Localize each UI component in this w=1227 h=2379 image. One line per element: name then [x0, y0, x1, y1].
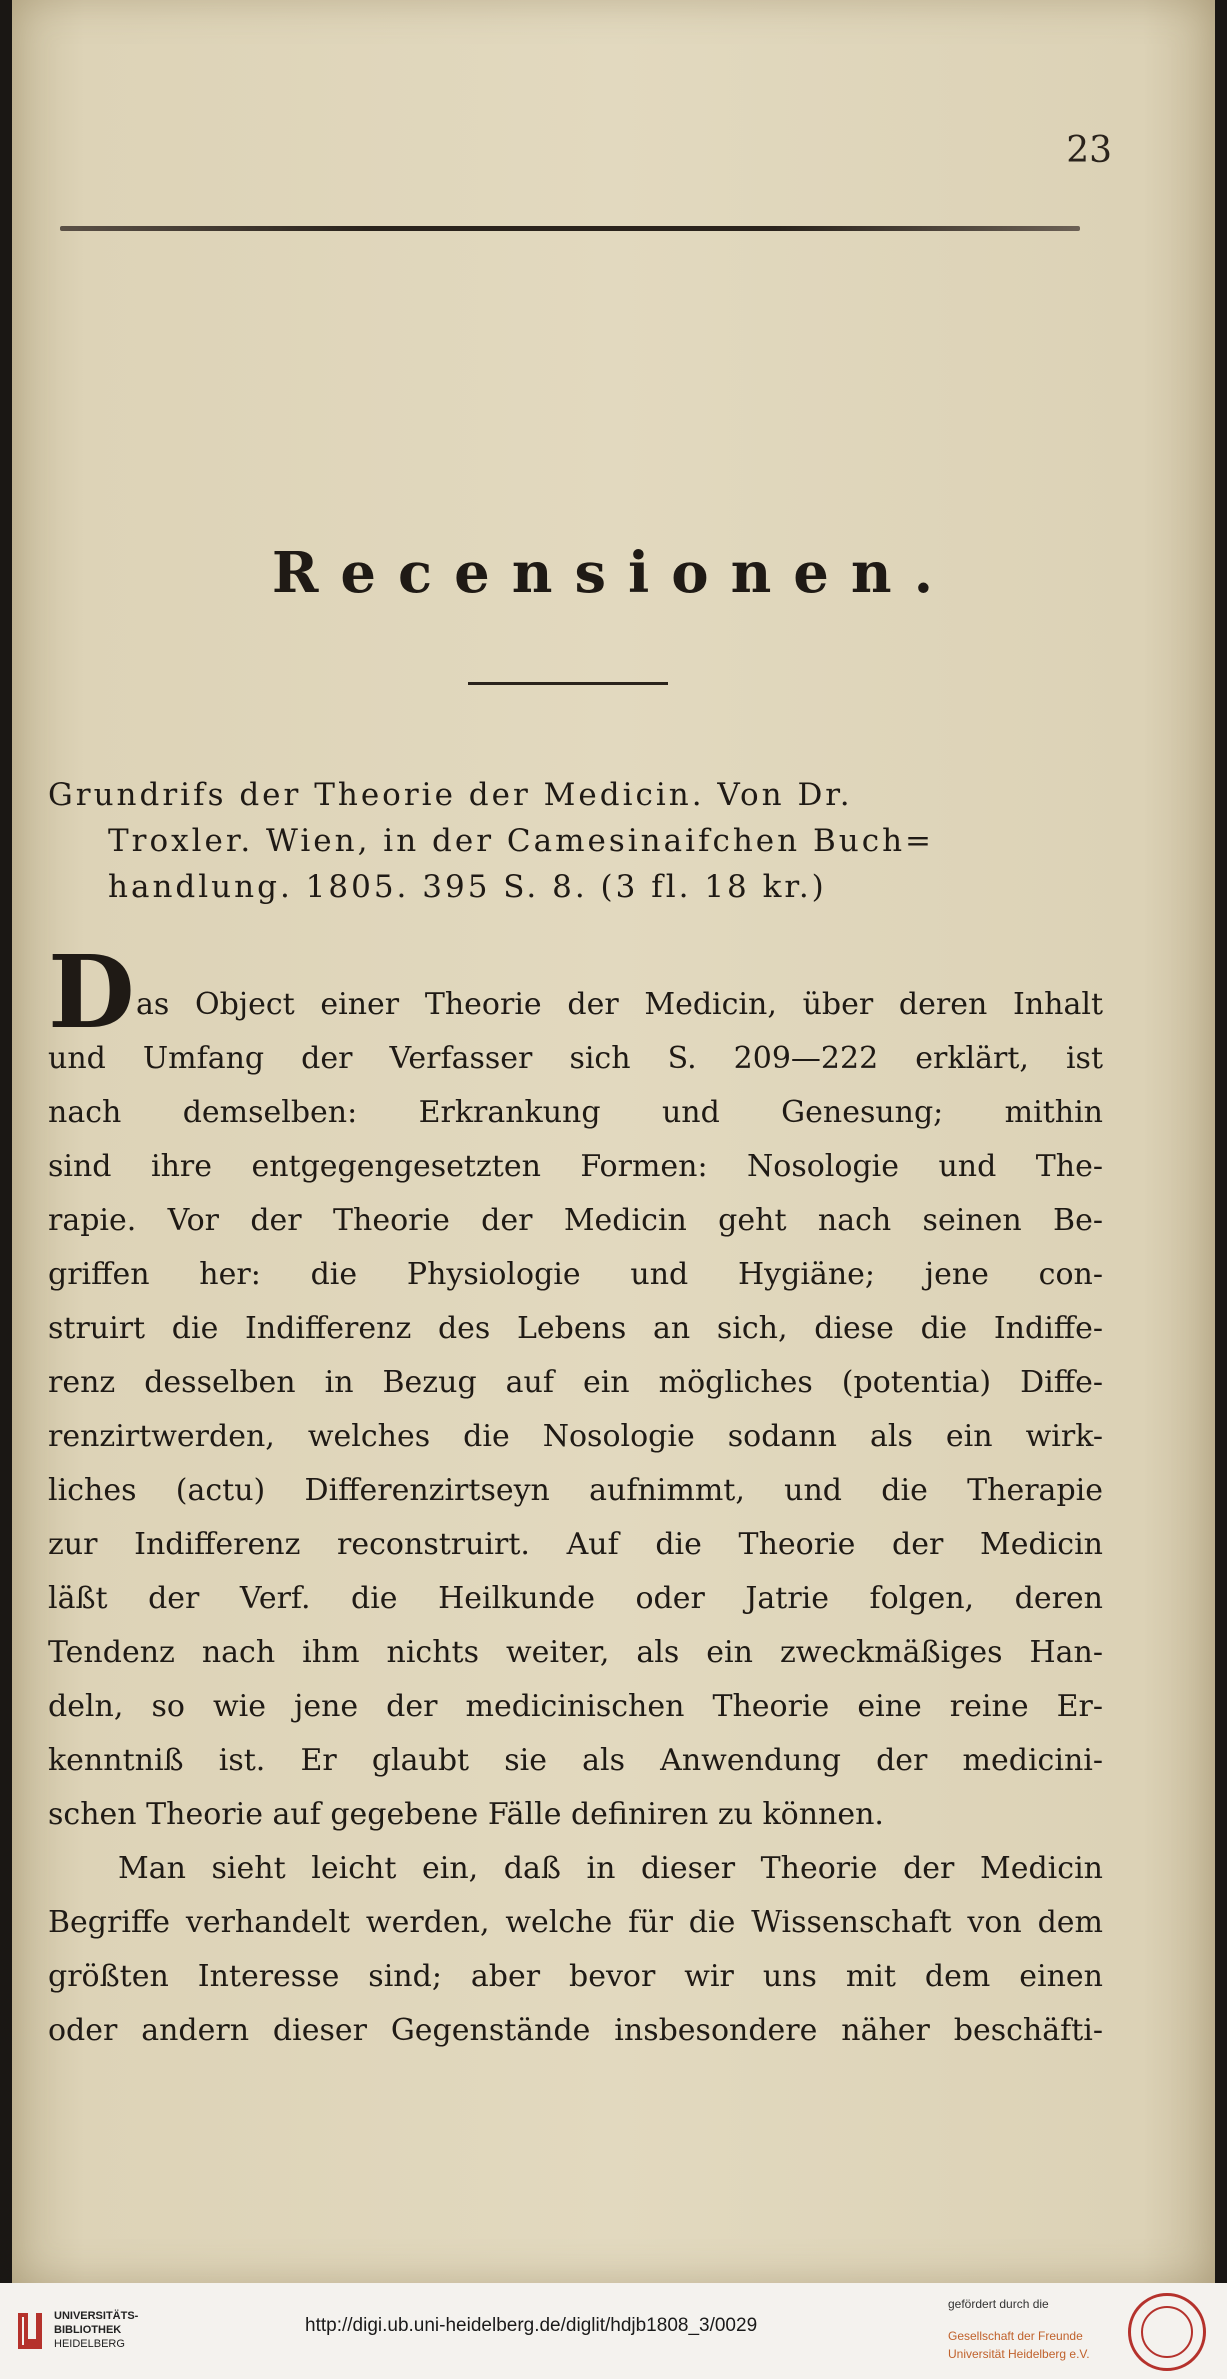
citation-line: Troxler. Wien, in der Camesinaifchen Buch=	[108, 823, 935, 859]
text-line: as Object einer Theorie der Medicin, über deren Inhalt	[136, 987, 1103, 1022]
book-citation	[48, 772, 1088, 910]
footer-bar	[0, 2283, 1227, 2379]
citation-line: Grundrifs der Theorie der Medicin. Von Dr.	[48, 777, 853, 813]
seal-inner-ring	[1141, 2306, 1193, 2358]
funded-label: gefördert durch die	[948, 2297, 1049, 2311]
text-line: struirt die Indifferenz des Lebens an sich, diese die Indiffe-	[48, 1311, 1103, 1346]
drop-cap-initial: D	[48, 933, 135, 1051]
text-line: griffen her: die Physiologie und Hygiäne; jene con-	[48, 1257, 1103, 1292]
university-seal-icon	[1128, 2293, 1206, 2371]
text-line: kenntniß ist. Er glaubt sie als Anwendung der medicini-	[48, 1743, 1103, 1778]
text-line: renz desselben in Bezug auf ein mögliches (potentia) Diffe-	[48, 1365, 1103, 1400]
text-line: liches (actu) Differenzirtseyn aufnimmt, und die Therapie	[48, 1473, 1103, 1508]
review-body	[48, 978, 1103, 2058]
scanned-page	[12, 0, 1215, 2283]
text-line: deln, so wie jene der medicinischen Theorie eine reine Er-	[48, 1689, 1103, 1724]
permalink-url[interactable]: http://digi.ub.uni-heidelberg.de/diglit/hdjb1808_3/0029	[305, 2315, 758, 2336]
page-number: 23	[1066, 130, 1112, 171]
text-line: rapie. Vor der Theorie der Medicin geht nach seinen Be-	[48, 1203, 1103, 1238]
section-title: Recensionen.	[271, 540, 956, 606]
text-line: oder andern dieser Gegenstände insbesondere näher beschäfti-	[48, 2013, 1103, 2048]
library-logo-icon	[14, 2309, 44, 2353]
text-line: größten Interesse sind; aber bevor wir uns mit dem einen	[48, 1959, 1103, 1994]
title-rule	[468, 682, 668, 685]
text-line: renzirtwerden, welches die Nosologie sodann als ein wirk-	[48, 1419, 1103, 1454]
text-line: Tendenz nach ihm nichts weiter, als ein zweckmäßiges Han-	[48, 1635, 1103, 1670]
library-name: UNIVERSITÄTS- BIBLIOTHEK HEIDELBERG	[54, 2310, 139, 2350]
text-line: läßt der Verf. die Heilkunde oder Jatrie folgen, deren	[48, 1581, 1103, 1616]
citation-line: handlung. 1805. 395 S. 8. (3 fl. 18 kr.)	[108, 869, 827, 905]
text-line: sind ihre entgegengesetzten Formen: Nosologie und The-	[48, 1149, 1103, 1184]
header-rule	[60, 226, 1080, 231]
text-line: Man sieht leicht ein, daß in dieser Theorie der Medicin	[118, 1851, 1103, 1886]
funding-organization: Gesellschaft der Freunde Universität Heidelberg e.V.	[948, 2329, 1090, 2361]
text-line: Begriffe verhandelt werden, welche für die Wissenschaft von dem	[48, 1905, 1103, 1940]
text-line: zur Indifferenz reconstruirt. Auf die Theorie der Medicin	[48, 1527, 1103, 1562]
text-line: und Umfang der Verfasser sich S. 209—222 erklärt, ist	[48, 1041, 1103, 1076]
text-line: nach demselben: Erkrankung und Genesung; mithin	[48, 1095, 1103, 1130]
text-line: schen Theorie auf gegebene Fälle definiren zu können.	[48, 1797, 884, 1832]
